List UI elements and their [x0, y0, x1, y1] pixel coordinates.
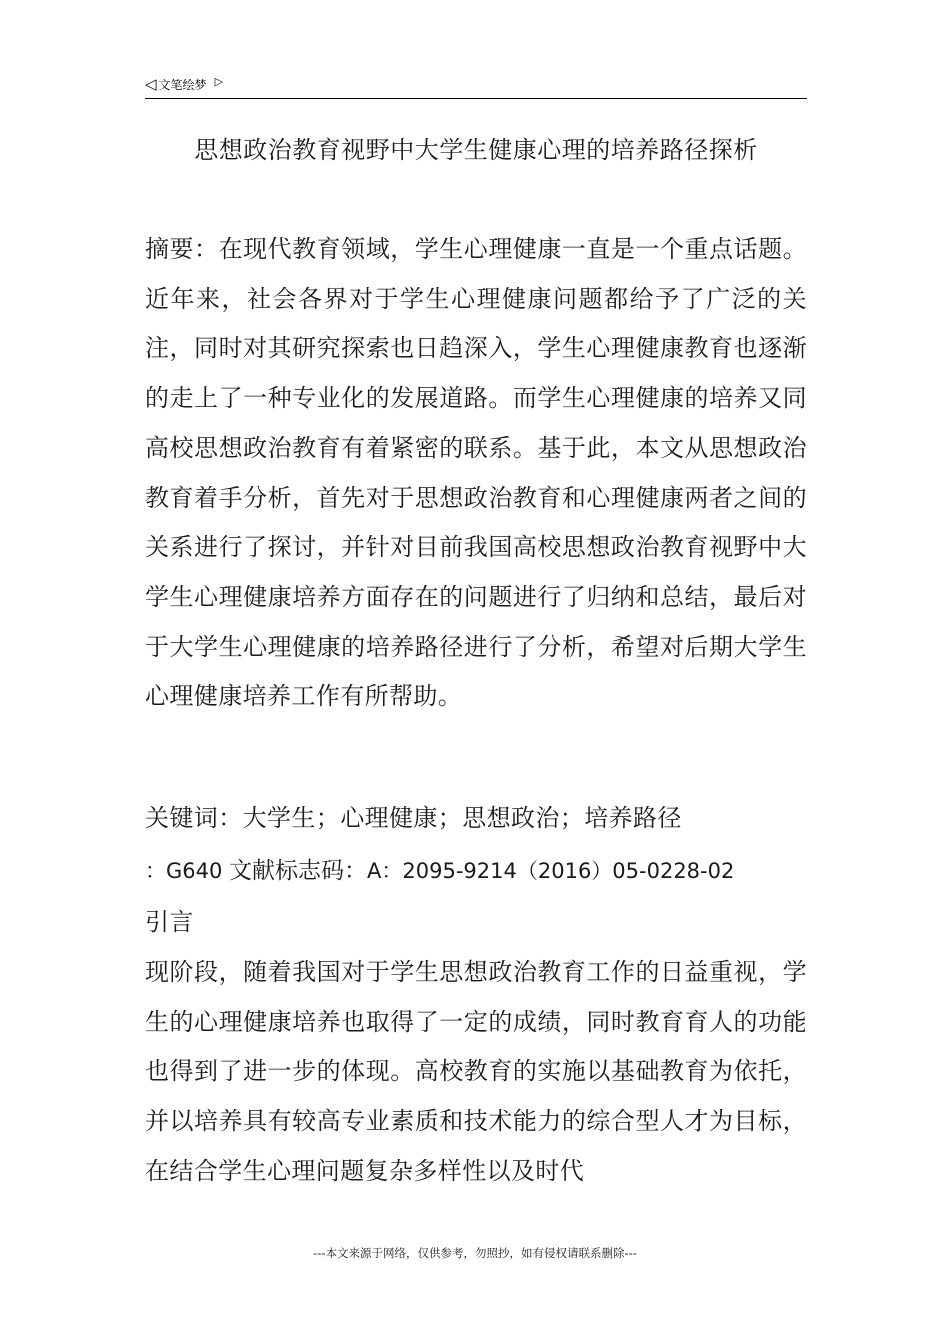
document-title: 思想政治教育视野中大学生健康心理的培养路径探析	[194, 136, 758, 164]
abstract-paragraph: 摘要：在现代教育领域，学生心理健康一直是一个重点话题。近年来，社会各界对于学生心理健康问题都给予了广泛的关注，同时对其研究探索也日趋深入，学生心理健康教育也逐渐的走上了一种专业化的发展道路。而学生心理健康的培养又同高校思想政治教育有着紧密的联系。基于此，本文从思想政治教育着手分析，首先对于思想政治教育和心理健康两者之间的关系进行了探讨，并针对目前我国高校思想政治教育视野中大学生心理健康培养方面存在的问题进行了归纳和总结，最后对于大学生心理健康的培养路径进行了分析，希望对后期大学生心理健康培养工作有所帮助。	[145, 235, 807, 711]
page-header	[145, 74, 807, 99]
clc-prefix: ：G640	[145, 859, 230, 883]
header-brand: 文笔绘梦	[158, 78, 207, 92]
page-footer-notice: ---本文来源于网络，仅供参考，勿照抄，如有侵权请联系删除---	[313, 1246, 637, 1260]
triangle-right-icon: ▷	[214, 75, 224, 88]
triangle-left-icon: ◁	[145, 75, 157, 93]
keywords-line: 关键词：大学生；心理健康；思想政治；培养路径	[145, 804, 682, 832]
clc-rest: A：2095-9214（2016）05-0228-02	[367, 859, 735, 883]
intro-paragraph: 现阶段，随着我国对于学生思想政治教育工作的日益重视，学生的心理健康培养也取得了一定的成绩，同时教育育人的功能也得到了进一步的体现。高校教育的实施以基础教育为依托，并以培养具有较高专业素质和技术能力的综合型人才为目标，在结合学生心理问题复杂多样性以及时代	[145, 958, 807, 1185]
clc-label: 文献标志码：	[229, 858, 368, 884]
intro-heading: 引言	[145, 908, 194, 936]
classification-line	[145, 853, 807, 889]
